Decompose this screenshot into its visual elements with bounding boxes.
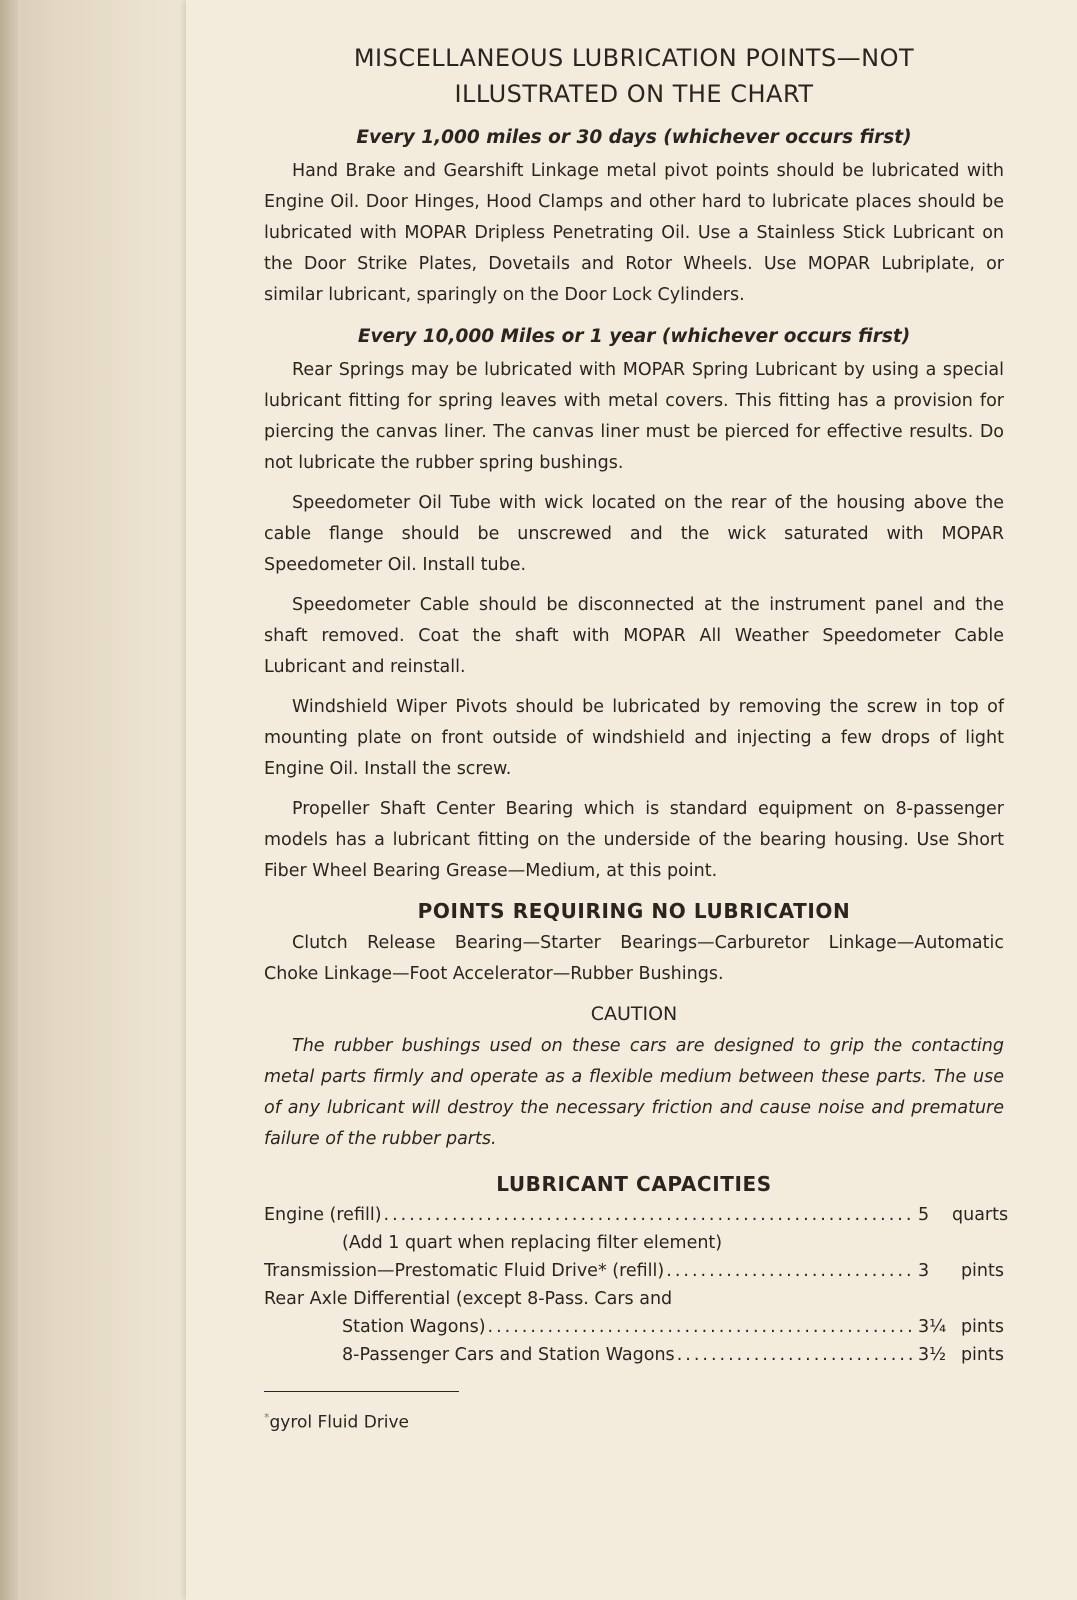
caution-heading: CAUTION bbox=[590, 1003, 678, 1025]
book-binding bbox=[0, 0, 200, 1600]
speedometer-oil-tube-paragraph: Speedometer Oil Tube with wick located on the rear of the housing above the cable flange should be unscrewed and the wick saturated with MOPAR Speedometer Oil. Install tube. bbox=[264, 493, 1004, 575]
capacity-label: 8-Passenger Cars and Station Wagons bbox=[342, 1345, 675, 1365]
capacity-quantity: 3½ bbox=[918, 1345, 947, 1365]
capacity-row-transmission bbox=[264, 1257, 1004, 1285]
capacity-unit: pints bbox=[960, 1317, 1004, 1337]
capacity-unit: quarts bbox=[952, 1205, 1009, 1225]
document-page bbox=[186, 0, 1077, 1600]
rear-springs-paragraph: Rear Springs may be lubricated with MOPAR Spring Lubricant by using a special lubricant fitting for spring leaves with metal covers. This fitting has a provision for piercing the canvas liner. The canvas liner must be pierced for effective results. Do not lubricate the rubber spring bushings. bbox=[264, 360, 1004, 473]
propeller-shaft-paragraph: Propeller Shaft Center Bearing which is standard equipment on 8-passenger models has a lubricant fitting on the underside of the bearing housing. Use Short Fiber Wheel Bearing Grease—Medium, at this point. bbox=[264, 799, 1004, 881]
windshield-wiper-paragraph: Windshield Wiper Pivots should be lubricated by removing the screw in top of mounting plate on front outside of windshield and injecting a few drops of light Engine Oil. Install the screw. bbox=[264, 697, 1004, 779]
capacity-row-rear-axle-title bbox=[264, 1285, 1004, 1313]
footnote bbox=[264, 1402, 1004, 1439]
capacity-row-rear-axle-8-passenger bbox=[264, 1341, 1004, 1369]
section-10000-miles-heading: Every 10,000 Miles or 1 year (whichever occurs first) bbox=[357, 326, 911, 347]
capacity-row-engine bbox=[264, 1201, 1009, 1229]
section-1000-miles-paragraph: Hand Brake and Gearshift Linkage metal pivot points should be lubricated with Engine Oil. Door Hinges, Hood Clamps and other hard to lubricate places should be lubricated with MOPAR Dripless Penetrating Oil. Use a Stainless Stick Lubricant on the Door Strike Plates, Dovetails and Rotor Wheels. Use MOPAR Lubriplate, or similar lubricant, sparingly on the Door Lock Cylinders. bbox=[264, 161, 1004, 305]
lubricant-capacities-heading: LUBRICANT CAPACITIES bbox=[496, 1172, 772, 1196]
capacity-quantity: 3 bbox=[918, 1261, 930, 1281]
capacity-label: Station Wagons) bbox=[342, 1317, 486, 1337]
binding-edge bbox=[0, 0, 18, 1600]
no-lubrication-paragraph: Clutch Release Bearing—Starter Bearings—Carburetor Linkage—Automatic Choke Linkage—Foot Accelerator—Rubber Bushings. bbox=[264, 933, 1004, 984]
page-title-line-1: MISCELLANEOUS LUBRICATION POINTS—NOT bbox=[353, 44, 915, 72]
capacity-label: Transmission—Prestomatic Fluid Drive* (refill) bbox=[264, 1261, 665, 1281]
footnote-divider bbox=[264, 1391, 459, 1392]
capacity-quantity: 3¼ bbox=[918, 1317, 947, 1337]
capacity-row-rear-axle-standard bbox=[264, 1313, 1004, 1341]
footnote-marker: * bbox=[264, 1411, 270, 1424]
section-1000-miles-heading: Every 1,000 miles or 30 days (whichever occurs first) bbox=[356, 127, 912, 148]
leader-dots bbox=[677, 1341, 916, 1369]
leader-dots bbox=[666, 1257, 916, 1285]
leader-dots bbox=[488, 1313, 916, 1341]
footnote-text: gyrol Fluid Drive bbox=[269, 1412, 410, 1433]
capacity-unit: pints bbox=[960, 1345, 1004, 1365]
caution-paragraph: The rubber bushings used on these cars are designed to grip the contacting metal parts firmly and operate as a flexible medium between these parts. The use of any lubricant will destroy the necessary friction and cause noise and premature failure of the rubber parts. bbox=[264, 1036, 1004, 1149]
page-title bbox=[264, 40, 1004, 112]
capacity-quantity: 5 bbox=[918, 1205, 930, 1225]
speedometer-cable-paragraph: Speedometer Cable should be disconnected at the instrument panel and the shaft removed. Coat the shaft with MOPAR All Weather Speedometer Cable Lubricant and reinstall. bbox=[264, 595, 1004, 677]
page-title-line-2: ILLUSTRATED ON THE CHART bbox=[454, 80, 814, 108]
leader-dots bbox=[384, 1201, 916, 1229]
no-lubrication-heading: POINTS REQUIRING NO LUBRICATION bbox=[417, 899, 851, 923]
capacity-unit: pints bbox=[960, 1261, 1004, 1281]
capacity-label: Engine (refill) bbox=[264, 1205, 382, 1225]
capacity-label: Rear Axle Differential (except 8-Pass. Cars and bbox=[264, 1289, 673, 1309]
page-content bbox=[264, 40, 1009, 1439]
engine-filter-note: (Add 1 quart when replacing filter element) bbox=[342, 1233, 723, 1253]
